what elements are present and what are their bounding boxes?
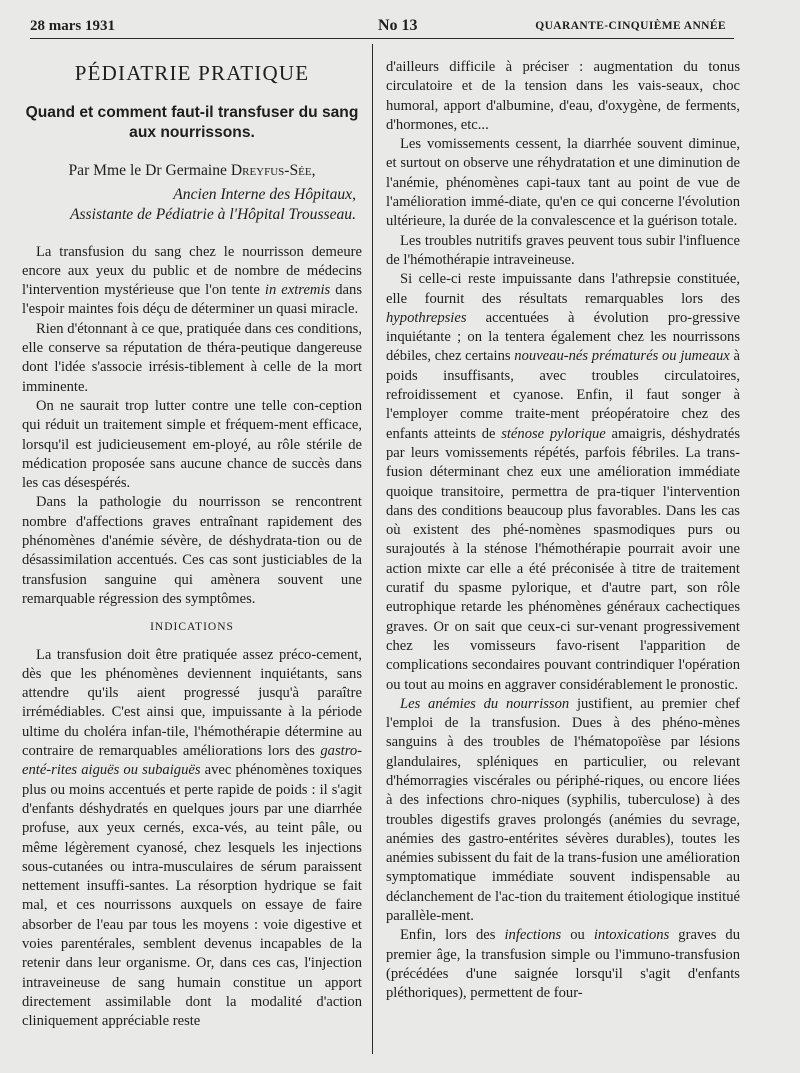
paragraph-continued: d'ailleurs difficile à préciser : augmentation du tonus circulatoire et de la tension dans les vais-seaux, choc humoral, apport d'albumine, d'eau, d'oxygène, de ferments, d'hormones, etc... — [386, 59, 740, 133]
issue-number: No 13 — [378, 17, 418, 34]
paragraph: Les anémies du nourrisson justifient, au premier chef l'emploi de la transfusion. Dues à des phéno-mènes sanguins à des troubles de l'hématopoïèse par lésions glandulaires, spléniques en particulier, ou relevant d'hémorragies viscérales ou périphé-riques, ou encore liées à des infections chro-niques (syphilis, tuberculose) à des troubles digestifs graves prolongés (anémies du sevrage, anémies des gastro-entérites sévères durables), toutes les anémies subissent du fait de la trans-fusion une amélioration symptomatique immédiate souvent indispensable au déclanchement de l'ac-tion du traitement étiologique institué parallèle-ment. — [386, 695, 741, 925]
paragraph: Les vomissements cessent, la diarrhée souvent diminue, et surtout on observe une réhydratation et une diminution de l'anémie, phénomènes capi-taux tant au point de vue de l'amélioration immé-diate, qu'en ce qui concerne l'évolution ultérieure, la durée de la convalescence et la guérison totale. — [386, 136, 740, 230]
paragraph: Dans la pathologie du nourrisson se rencontrent nombre d'affections graves entraînant rapidement des phénomènes d'anémie sévère, de déshydrata-tion ou de désassimilation accentués. Ces cas sont justiciables de la transfusion sanguine qui amènera souvent une remarquable régression des symptômes. — [22, 494, 362, 607]
author-affiliation-2: Assistante de Pédiatrie à l'Hôpital Trousseau. — [69, 205, 356, 223]
author-name: Dreyfus-Sée, — [230, 162, 316, 180]
paragraph: On ne saurait trop lutter contre une telle con-ception qui réduit un traitement simple et fréquem-ment efficace, lorsqu'il est judicieusement em-ployé, au rôle stérile de médication proposée sans aucune chance de succès dans les cas désespérés. — [22, 397, 362, 492]
issue-date: 28 mars 1931 — [30, 18, 115, 34]
paragraph: Enfin, lors des infections ou intoxications graves du premier âge, la transfusion simple ou l'immuno-transfusion (précédées d'une saignée lorsqu'il s'agit d'enfants pléthoriques), permettent de four- — [386, 927, 741, 1002]
emphasis: nouveau-nés prématurés ou jumeaux — [514, 348, 730, 365]
running-header — [30, 16, 734, 39]
emphasis: hypothrepsies — [386, 309, 467, 326]
section-title: PÉDIATRIE PRATIQUE — [74, 61, 310, 85]
article-title: Quand et comment faut-il transfuser du sang aux nourrissons. — [25, 104, 359, 142]
byline — [22, 161, 362, 180]
paragraph: Si celle-ci reste impuissante dans l'athrepsie constituée, elle fournit des résultats remarquables lors des hypothrepsies accentuées à évolution pro-gressive inquiétante ; on la tentera également chez les nourrissons débiles, chez certains nouveau-nés prématurés ou jumeaux à poids insuffisants, avec troubles circulatoires, refroidissement et cyanose. Enfin, il faut songer à l'employer comme traite-ment préopératoire chez des enfants atteints de sténose pylorique amaigris, déshydratés par leurs vomissements répétés, parfois fébriles. La trans-fusion déterminant chez eux une amélioration immédiate quoique transitoire, permettra de pra-tiquer l'intervention dans des conditions beaucoup plus favorables. Dans les cas où existent des phé-nomènes spasmodiques purs ou surajoutés à la sténose l'hémothérapie pourrait avoir une action mixte car elle a été préconisée à titre de traitement curatif du spasme pylorique, et d'autre part, son rôle eutrophique retarde les phénomènes généraux cachectiques graves. Or on sait que ceux-ci sur-venant progressivement chez les vomisseurs favo-risent l'apparition de complications secondaires pouvant contrindiquer l'opération ou tout au moins en aggraver considérablement le pronostic. — [386, 271, 741, 693]
volume-year: QUARANTE-CINQUIÈME ANNÉE — [535, 20, 726, 32]
right-column — [386, 58, 740, 1004]
emphasis: sténose pylorique — [501, 425, 606, 442]
author-affiliation-1: Ancien Interne des Hôpitaux, — [173, 185, 356, 203]
emphasis: gastro-enté-rites aiguës ou subaiguës — [22, 743, 362, 779]
subsection-heading: INDICATIONS — [150, 621, 234, 634]
left-column — [22, 58, 362, 1031]
paragraph: La transfusion du sang chez le nourrisson demeure encore aux yeux du public et de nombre de médecins l'intervention mystérieuse que l'on tente in extremis dans l'espoir maintes fois déçu de déterminer un quasi miracle. — [22, 243, 363, 318]
emphasis: intoxications — [593, 927, 670, 944]
paragraph: La transfusion doit être pratiquée assez préco-cement, dès que les phénomènes deviennent inquiétants, sans attendre qu'ils aient progressé jusqu'à paraître irrémédiables. C'est ainsi que, impuissante à la période ultime du choléra infan-tile, l'hémothérapie détermine au contraire de remarquables améliorations lors des gastro-enté-rites aiguës ou subaiguës avec phénomènes toxiques plus ou moins accentués et perte rapide de poids : il s'agit d'enfants déshydratés en quelques jours par une diarrhée profuse, aux yeux cernés, exca-vés, au teint pâle, ou même légèrement cyanosé, chez lesquels les injections sous-cutanées ou intra-musculaires de sérum paraissent nettement insuffi-santes. La résorption hydrique se fait mal, et ces nourrissons auxquels on essaye de faire absorber de l'eau par tous les moyens : voie digestive et voies parentérales, semblent devenus incapables de la retenir dans leur organisme. Or, dans ces cas, l'injection intraveineuse de sang humain constitue un apport directement assimilable dont la modalité d'action cliniquement appréciable reste — [22, 646, 362, 1030]
column-divider — [372, 44, 373, 1054]
paragraph: Rien d'étonnant à ce que, pratiquée dans ces conditions, elle conserve sa réputation de théra-peutique dangereuse dont l'idée s'associe irrésis-tiblement à celle de la mort imminente. — [22, 320, 362, 395]
emphasis: infections — [504, 927, 562, 944]
emphasis: Les anémies du nourrisson — [400, 695, 570, 712]
paragraph: Les troubles nutritifs graves peuvent tous subir l'influence de l'hémothérapie intraveineuse. — [386, 232, 740, 268]
byline-prefix: Par Mme le Dr Germaine — [68, 162, 231, 180]
latin-phrase: in extremis — [264, 282, 331, 299]
